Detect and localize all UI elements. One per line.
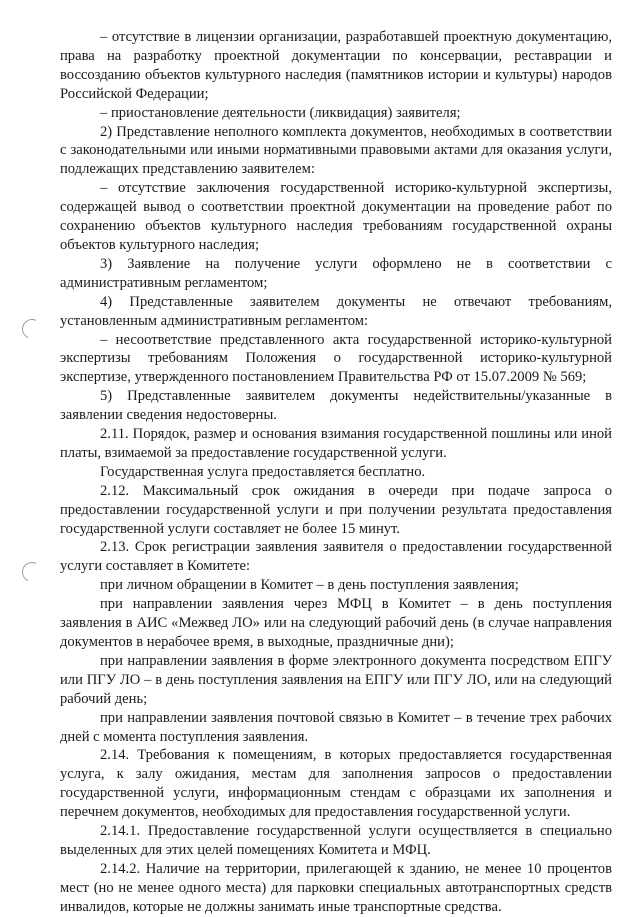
paragraph: 2.14.1. Предоставление государственной услуги осуществляется в специально выделенных для этих целей помещениях Комитета и МФЦ. <box>60 823 612 858</box>
section-heading: 2.12. Максимальный срок ожидания в очереди при подаче запроса о предоставлении государственной услуги и при получении результата предоставления государственной услуги составляет не более 15 минут. <box>60 482 612 537</box>
paragraph: 5) Представленные заявителем документы недействительны/указанные в заявлении сведения недостоверны. <box>60 388 612 424</box>
paragraph: 2.14.2. Наличие на территории, прилегающей к зданию, не менее 10 процентов мест (но не менее одного места) для парковки специальных автотранспортных средств инвалидов, которые не должны занимать иные транспортные средства. <box>60 860 612 915</box>
section-heading: 2.13. Срок регистрации заявления заявителя о предоставлении государственной услуги составляет в Комитете: <box>60 539 612 575</box>
paragraph: 4) Представленные заявителем документы не отвечают требованиям, установленным административным регламентом: <box>60 293 612 329</box>
document-page <box>60 28 612 917</box>
punch-hole-mark <box>19 559 45 585</box>
paragraph: при направлении заявления через МФЦ в Комитет – в день поступления заявления в АИС «Межвед ЛО» или на следующий рабочий день (в случае направления документов в нерабочее время, в выходные, праздничные дни); <box>60 596 612 650</box>
paragraph: – приостановление деятельности (ликвидация) заявителя; <box>100 104 461 121</box>
section-heading: 2.14. Требования к помещениям, в которых предоставляется государственная услуга, к залу ожидания, местам для заполнения запросов о предоставлении государственной услуги, информационным стендам с образцами их заполнения и перечнем документов, необходимых для предоставления государственной услуги. <box>60 747 612 821</box>
paragraph: – несоответствие представленного акта государственной историко-культурной экспертизы требованиям Положения о государственной историко-культурной экспертизе, утвержденного постановлением Правительства РФ от 15.07.2009 № 569; <box>60 331 612 386</box>
paragraph: – отсутствие в лицензии организации, разработавшей проектную документацию, права на разработку проектной документации по консервации, реставрации и воссозданию объектов культурного наследия (памятников истории и культуры) народов Российской Федерации; <box>60 29 612 102</box>
paragraph: Государственная услуга предоставляется бесплатно. <box>100 463 426 480</box>
section-heading: 2.11. Порядок, размер и основания взимания государственной пошлины или иной платы, взимаемой за предоставление государственной услуги. <box>60 426 612 461</box>
punch-hole-mark <box>19 316 45 342</box>
paragraph: при направлении заявления в форме электронного документа посредством ЕПГУ или ПГУ ЛО – в день поступления заявления на ЕПГУ или ПГУ ЛО, или на следующий рабочий день; <box>60 652 612 707</box>
paragraph: при личном обращении в Комитет – в день поступления заявления; <box>100 577 519 594</box>
paragraph: при направлении заявления почтовой связью в Комитет – в течение трех рабочих дней с момента поступления заявления. <box>60 709 612 745</box>
paragraph: 2) Представление неполного комплекта документов, необходимых в соответствии с законодательными или иными нормативными правовыми актами для оказания услуги, подлежащих представлению заявителем: <box>60 123 612 178</box>
paragraph: 3) Заявление на получение услуги оформлено не в соответствии с административным регламентом; <box>60 255 612 291</box>
paragraph: – отсутствие заключения государственной историко-культурной экспертизы, содержащей вывод о соответствии проектной документации на проведение работ по сохранению объектов культурного наследия требованиям государственной охраны объектов культурного наследия; <box>60 180 612 253</box>
